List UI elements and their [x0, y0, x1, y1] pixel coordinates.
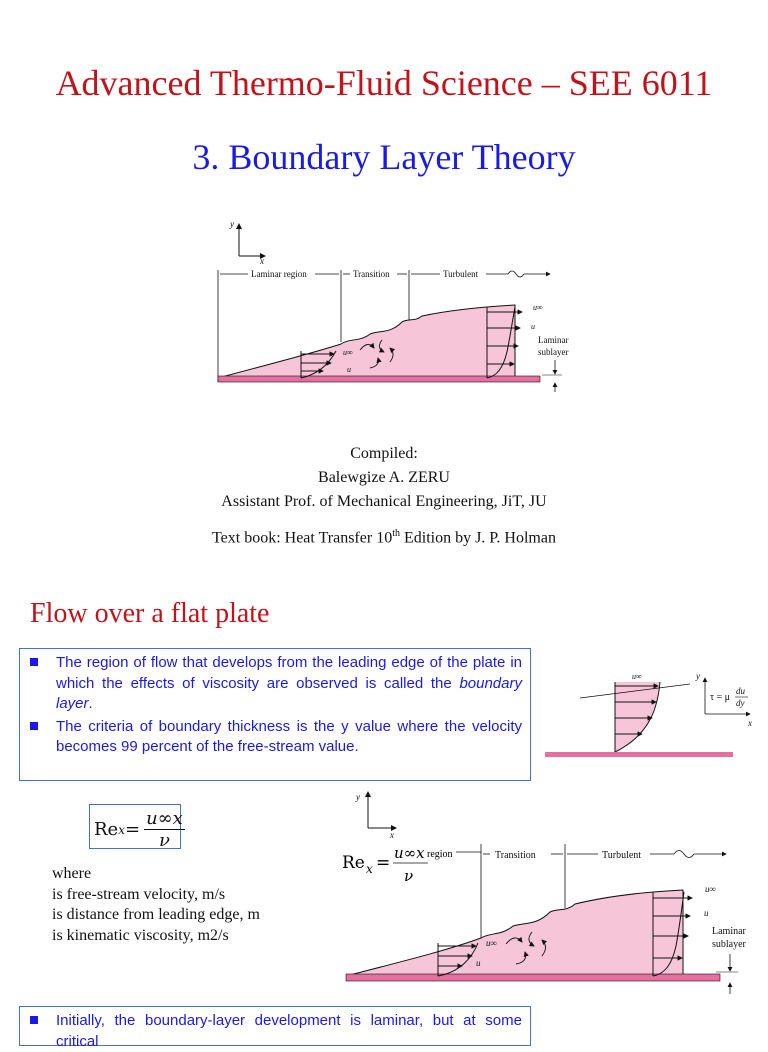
variable-definitions: [52, 864, 260, 946]
profile-axis-x: x: [748, 718, 752, 728]
chapter-title: 3. Boundary Layer Theory: [192, 137, 576, 177]
lower-laminar-u: u: [476, 958, 481, 968]
lower-turbulent-u: u: [704, 908, 709, 918]
bullet-square-icon: [30, 658, 38, 666]
lower-re-numerator: u∞x: [394, 844, 425, 862]
author-name: Balewgize A. ZERU: [318, 469, 450, 486]
laminar-u-inf-label: u∞: [343, 348, 353, 357]
lower-turbulent-u-inf: u∞: [705, 884, 716, 894]
bullet-square-icon: [30, 1016, 38, 1024]
lower-re-lhs: Re: [342, 853, 365, 873]
section-heading: Flow over a flat plate: [30, 598, 270, 629]
definition-viscosity: is kinematic viscosity, m2/s: [52, 926, 229, 944]
profile-axis-y: y: [696, 671, 700, 681]
re-subscript: x: [118, 822, 125, 837]
profile-u-inf-label: u∞: [632, 672, 642, 681]
textbook-superscript: th: [392, 528, 400, 539]
lower-region-turbulent: Turbulent: [602, 850, 642, 861]
re-denominator: ν: [158, 830, 170, 851]
turbulent-u-label: u: [531, 322, 535, 331]
shear-denominator: dy: [736, 698, 745, 708]
textbook-reference: [0, 528, 768, 547]
bullet-square-icon: [30, 722, 38, 730]
boundary-layer-figure-lower: [338, 788, 756, 998]
lower-region-transition: Transition: [495, 850, 536, 861]
axis-y-label: y: [230, 219, 234, 229]
reynolds-formula-box: [89, 804, 181, 849]
lower-laminar-label: Laminar: [712, 926, 746, 937]
where-label: where: [52, 865, 92, 882]
credits-block: [0, 442, 768, 514]
lower-re-sub: x: [366, 862, 373, 876]
lower-sublayer-label: sublayer: [712, 939, 746, 950]
definition-box: [19, 648, 531, 781]
region-transition-label: Transition: [353, 269, 390, 279]
shear-lhs: τ = μ: [710, 692, 731, 703]
bullet-boundary-layer: The region of flow that develops from the leading edge of the plate in which the effects of viscosity are observed is called the boundary layer.: [28, 653, 522, 715]
definition-free-stream: is free-stream velocity, m/s: [52, 885, 226, 903]
shear-numerator: du: [736, 686, 745, 696]
laminar-sublayer-label: Laminar: [538, 335, 569, 345]
course-title: Advanced Thermo-Fluid Science – SEE 6011: [55, 63, 713, 103]
bullet-thickness-criteria: The criteria of boundary thickness is the y value where the velocity becomes 99 percent of the free-stream value.: [28, 717, 522, 758]
lower-axis-x: x: [390, 830, 394, 840]
re-lhs: Re: [94, 819, 119, 840]
laminar-sublayer-label-2: sublayer: [538, 347, 569, 357]
re-numerator: u∞x: [146, 808, 183, 829]
definition-distance: is distance from leading edge, m: [52, 906, 260, 923]
laminar-note-box: [19, 1006, 531, 1050]
bullet-initial-laminar: Initially, the boundary-layer development is laminar, but at some critical: [28, 1011, 522, 1052]
author-position: Assistant Prof. of Mechanical Engineering, JiT, JU: [221, 493, 547, 510]
laminar-u-label: u: [347, 365, 351, 374]
velocity-profile-figure: [540, 664, 760, 764]
lower-axis-y: y: [356, 792, 360, 802]
boundary-layer-figure: [210, 212, 580, 397]
region-laminar-label: Laminar region: [251, 269, 307, 279]
textbook-prefix: Text book: Heat Transfer 10: [212, 529, 393, 547]
textbook-suffix: Edition by J. P. Holman: [399, 529, 556, 547]
turbulent-u-inf-label: u∞: [533, 303, 543, 312]
axis-x-label: x: [260, 256, 264, 266]
axis-indicator: [229, 219, 265, 266]
lower-re-tail: region: [427, 849, 453, 860]
compiled-label: Compiled:: [350, 445, 418, 462]
svg-text:=: =: [376, 853, 391, 873]
lower-laminar-u-inf: u∞: [486, 938, 497, 948]
lower-re-denominator: ν: [404, 867, 414, 885]
re-equals: =: [125, 819, 141, 840]
region-turbulent-label: Turbulent: [443, 269, 479, 279]
boundary-layer-shape: [218, 305, 540, 382]
boundary-layer-term: boundary layer: [56, 674, 522, 712]
